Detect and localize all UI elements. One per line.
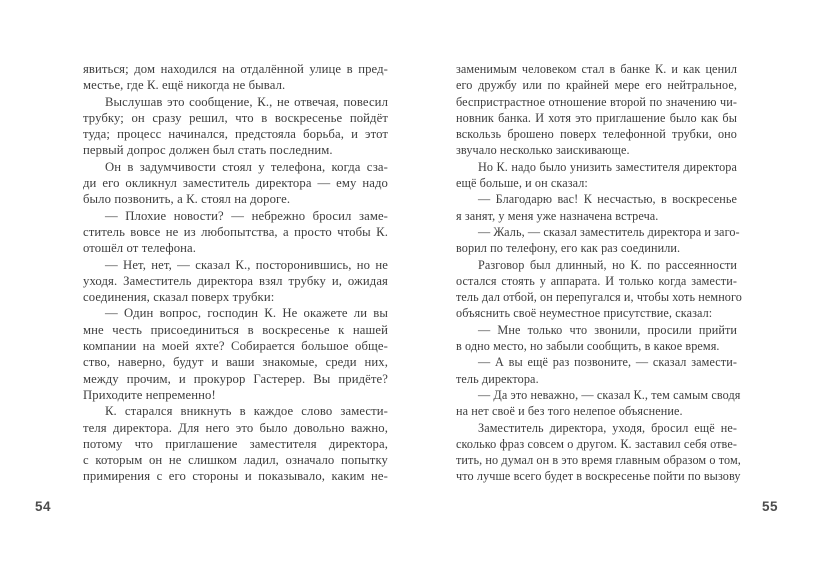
text-line: — Жаль, — сказал заместитель директора и заго- [478,224,740,239]
text-line: явиться; дом находился на отдалённой улице в пред- [83,62,388,76]
text-line: мне честь присоединиться в воскресенье к нашей [83,322,388,337]
text-line: — Плохие новости? — небрежно бросил заме- [105,208,388,223]
text-line: Выслушав это сообщение, К., не отвечая, повесил [105,94,388,109]
text-line: что лучше всего будет в воскресенье пойти по вызову [456,469,741,484]
text-line: потому что приглашение заместителя директора, [83,436,388,451]
text-line: остался стоять у аппарата. И только когда замести- [456,273,737,288]
text-line: было позвонить, а К. стоял на дороге. [83,192,291,207]
text-line: соединения, сказал поверх трубки: [83,290,275,305]
text-line: на нет своё и без того нелепое объяснение. [456,404,683,419]
text-line: объяснить своё неуместное присутствие, сказал: [456,306,713,321]
text-line: ститель вовсе не из любопытства, а просто чтобы К. [83,224,388,239]
text-line: Приходите непременно! [83,387,216,402]
text-line: трубку; он сразу решил, что в воскресенье пойдёт [83,110,388,125]
text-line: теля директора. Для него это было довольно важно, [83,420,388,435]
text-line: сколько фраз совсем о другом. К. заставил себя отве- [456,436,737,451]
text-line: примирения с его стороны и показывало, каким не- [83,469,388,484]
text-line: компании на моей яхте? Собирается большое обще- [83,339,388,354]
text-line: ещё больше, и он сказал: [456,176,588,191]
text-line: первый допрос должен был стать последним. [83,143,333,158]
text-line: в одно место, но забыли сообщить, в какое время. [456,339,720,354]
text-line: уходя. Заместитель директора взял трубку и, ожидая [83,273,388,288]
text-line: вскользь брошено поверх телефонной трубки, оно [456,127,737,142]
text-line: Но К. надо было унизить заместителя директора [478,159,737,174]
page-number-left: 54 [35,499,52,514]
text-line: местье, где К. ещё никогда не бывал. [83,78,286,93]
text-line: новник банка. И хотя это приглашение было как бы [456,110,737,125]
text-line: тить, но думал он в это время главным образом о том, [456,453,741,468]
text-line: звучало несколько заискивающе. [456,143,630,158]
text-line: заменимым человеком стал в банке К. и как ценил [456,62,737,76]
text-line: — Да это неважно, — сказал К., тем самым сводя [478,387,741,402]
text-line: туда; процесс начинался, предстояла борьба, и этот [83,127,388,142]
text-line: его дружбу или по крайней мере его нейтральное, [456,78,737,93]
text-line: — Нет, нет, — сказал К., посторонившись, но не [105,257,388,272]
text-line: я занят, у меня уже назначена встреча. [456,208,659,223]
text-line: К. старался вникнуть в каждое слово замести- [105,404,388,419]
page-number-right: 55 [761,499,778,514]
text-line: Разговор был длинный, но К. по рассеянности [478,257,737,272]
text-line: ство, наверно, будут и ваши знакомые, среди них, [83,355,388,370]
text-line: с которым он не слишком ладил, означало попытку [83,453,388,468]
text-line: — Благодарю вас! К несчастью, в воскресенье [478,192,737,207]
text-line: тель директора. [456,371,539,386]
text-line: между прочим, и прокурор Гастерер. Вы придёте? [83,371,388,386]
page-left-text [83,61,388,485]
text-line: отошёл от телефона. [83,241,197,256]
text-line: ворил по телефону, его как раз соединили. [456,241,681,256]
text-line: тель дал отбой, он перепугался и, чтобы хоть немного [456,290,742,305]
text-line: — А вы ещё раз позвоните, — сказал замести- [478,355,737,370]
text-line: ди его окликнул заместитель директора — ему надо [83,176,388,191]
text-line: Он в задумчивости стоял у телефона, когда сза- [105,159,388,174]
text-line: беспристрастное отношение второй по значению чи- [456,94,737,109]
text-line: — Один вопрос, господин К. Не окажете ли вы [105,306,388,321]
text-line: — Мне только что звонили, просили прийти [478,322,737,337]
text-line: Заместитель директора, уходя, бросил ещё не- [478,420,737,435]
page-right-text [456,61,742,485]
